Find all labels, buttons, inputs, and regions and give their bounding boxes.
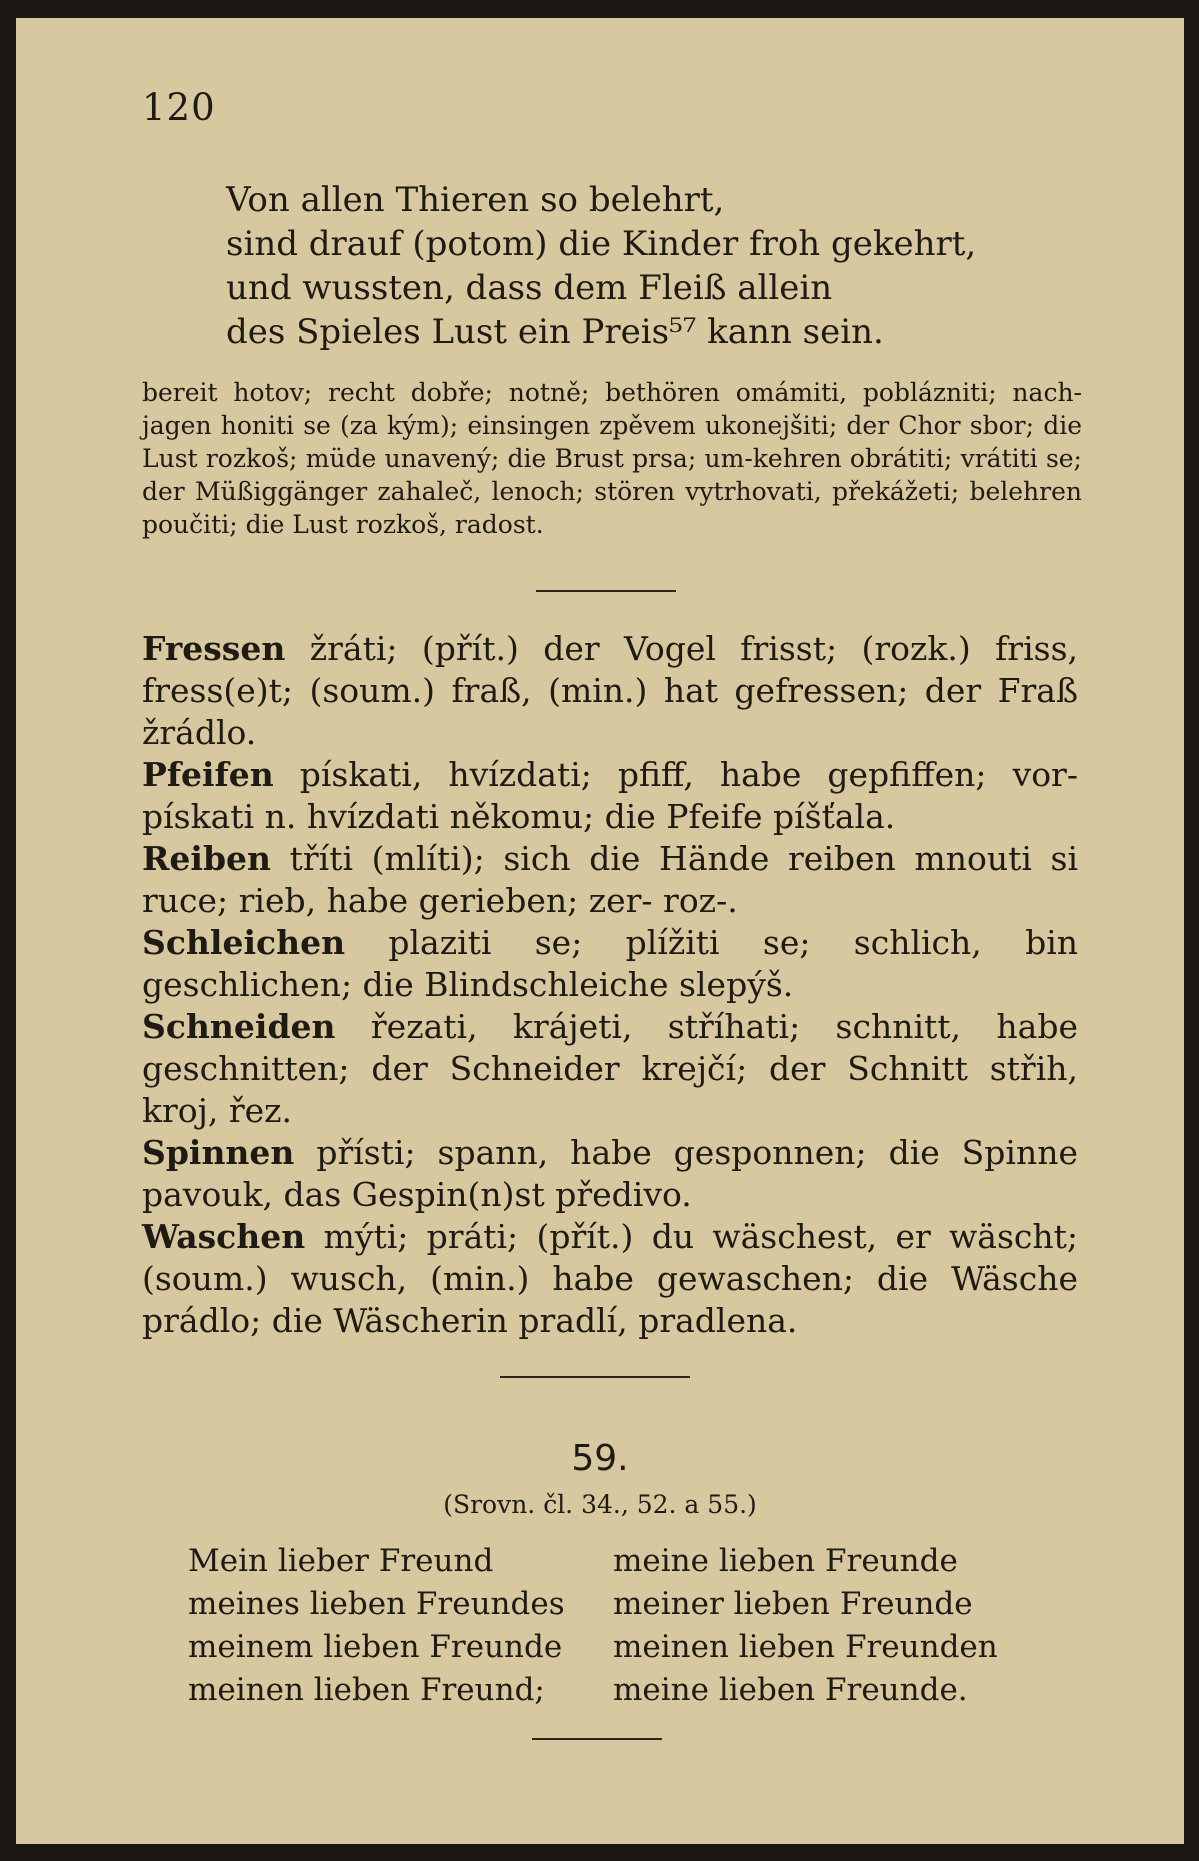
book-page bbox=[16, 18, 1184, 1844]
poem-line: des Spieles Lust ein Preis⁵⁷ kann sein. bbox=[226, 312, 884, 352]
declension-plural bbox=[613, 1540, 998, 1712]
poem bbox=[226, 178, 976, 354]
vocabulary-notes: bereit hotov; recht dobře; notně; bethören omámiti, poblázniti; nach-jagen honiti se (za kým); einsingen zpěvem ukonejšiti; der Chor sbor; die Lust rozkoš; müde unavený; die Brust prsa; um-kehren obrátiti; vrátiti se; der Müßiggänger zahaleč, lenoch; stören vytrhovati, překážeti; belehren poučiti; die Lust rozkoš, radost. bbox=[142, 378, 1082, 539]
poem-line: sind drauf (potom) die Kinder froh gekehrt, bbox=[226, 224, 977, 264]
entry-fressen bbox=[142, 628, 1078, 754]
page-number: 120 bbox=[142, 86, 216, 129]
declension-row: meine lieben Freunde bbox=[613, 1543, 958, 1579]
entry-schleichen bbox=[142, 922, 1078, 1006]
declension-row: meinen lieben Freunden bbox=[613, 1629, 998, 1665]
divider bbox=[532, 1738, 662, 1740]
poem-line: Von allen Thieren so belehrt, bbox=[226, 180, 725, 220]
entry-pfeifen bbox=[142, 754, 1078, 838]
entry-waschen bbox=[142, 1216, 1078, 1342]
entry-text: tříti (mlíti); sich die Hände reiben mnouti si ruce; rieb, habe gerieben; zer- roz-. bbox=[142, 839, 1078, 920]
entry-spinnen bbox=[142, 1132, 1078, 1216]
divider bbox=[536, 590, 676, 592]
headword: Spinnen bbox=[142, 1133, 295, 1172]
headword: Schleichen bbox=[142, 923, 346, 962]
verb-entries bbox=[142, 628, 1078, 1342]
entry-text: žráti; (přít.) der Vogel frisst; (rozk.) friss, fress(e)t; (soum.) fraß, (min.) hat gefressen; der Fraß žrádlo. bbox=[142, 629, 1078, 752]
entry-text: řezati, krájeti, stříhati; schnitt, habe geschnitten; der Schneider krejčí; der Schnitt střih, kroj, řez. bbox=[142, 1007, 1078, 1130]
declension-row: Mein lieber Freund bbox=[188, 1543, 494, 1579]
divider bbox=[500, 1376, 690, 1378]
headword: Fressen bbox=[142, 629, 286, 668]
headword: Waschen bbox=[142, 1217, 306, 1256]
headword: Pfeifen bbox=[142, 755, 274, 794]
declension-row: meine lieben Freunde. bbox=[613, 1672, 968, 1708]
entry-text: přísti; spann, habe gesponnen; die Spinne pavouk, das Gespin(n)st předivo. bbox=[142, 1133, 1078, 1214]
headword: Schneiden bbox=[142, 1007, 336, 1046]
entry-text: pískati, hvízdati; pfiff, habe gepfiffen; vor- pískati n. hvízdati někomu; die Pfeife píšťala. bbox=[142, 755, 1078, 836]
section-reference: (Srovn. čl. 34., 52. a 55.) bbox=[443, 1490, 757, 1519]
entry-text: mýti; práti; (přít.) du wäschest, er wäscht; (soum.) wusch, (min.) habe gewaschen; die Wäsche prádlo; die Wäscherin pradlí, pradlena. bbox=[142, 1217, 1078, 1340]
entry-reiben bbox=[142, 838, 1078, 922]
declension-row: meinem lieben Freunde bbox=[188, 1629, 563, 1665]
section-number: 59. bbox=[571, 1438, 629, 1479]
headword: Reiben bbox=[142, 839, 272, 878]
poem-line: und wussten, dass dem Fleiß allein bbox=[226, 268, 833, 308]
entry-schneiden bbox=[142, 1006, 1078, 1132]
entry-text: plaziti se; plížiti se; schlich, bin geschlichen; die Blindschleiche slepýš. bbox=[142, 923, 1078, 1004]
declension-row: meinen lieben Freund; bbox=[188, 1672, 545, 1708]
declension-row: meiner lieben Freunde bbox=[613, 1586, 973, 1622]
declension-singular bbox=[188, 1540, 565, 1712]
declension-row: meines lieben Freundes bbox=[188, 1586, 565, 1622]
